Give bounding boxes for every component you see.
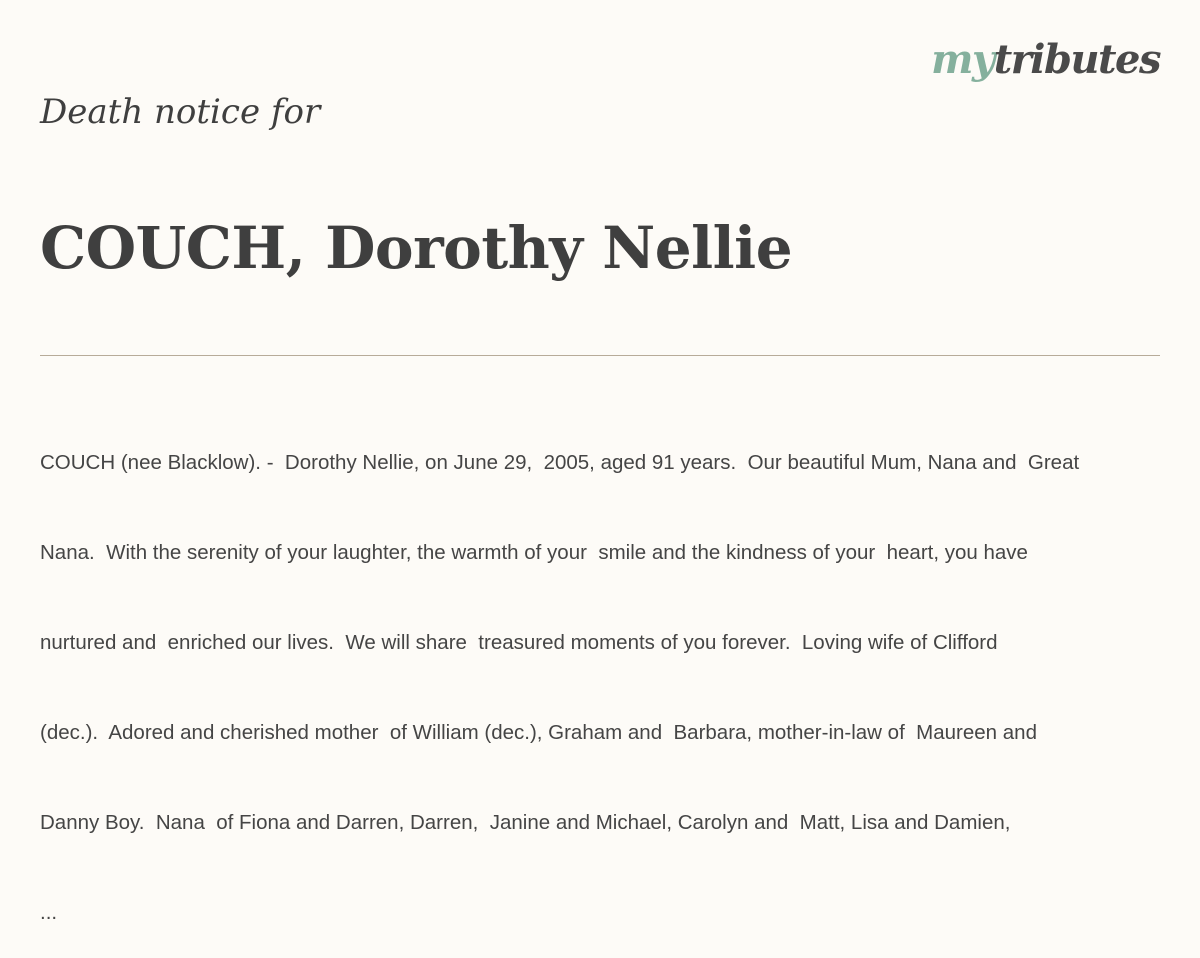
- notice-body-line: nurtured and enriched our lives. We will share treasured moments of you forever. Loving wife of Clifford: [40, 631, 998, 654]
- notice-body-ellipsis: ...: [40, 901, 58, 924]
- logo-tributes-text: tributes: [993, 36, 1160, 83]
- deceased-name: COUCH, Dorothy Nellie: [40, 214, 793, 282]
- notice-body-line: (dec.). Adored and cherished mother of William (dec.), Graham and Barbara, mother-in-law of Maureen and: [40, 721, 1037, 744]
- divider: [40, 355, 1160, 356]
- notice-body: [40, 388, 1160, 958]
- notice-label: Death notice for: [40, 92, 321, 132]
- logo-my-text: my: [931, 36, 994, 83]
- mytributes-logo[interactable]: [931, 30, 1160, 90]
- notice-body-line: COUCH (nee Blacklow). - Dorothy Nellie, on June 29, 2005, aged 91 years. Our beautiful Mum, Nana and Great: [40, 451, 1080, 474]
- notice-body-line: Nana. With the serenity of your laughter, the warmth of your smile and the kindness of your heart, you have: [40, 541, 1028, 564]
- notice-body-line: Danny Boy. Nana of Fiona and Darren, Darren, Janine and Michael, Carolyn and Matt, Lisa and Damien,: [40, 811, 1011, 834]
